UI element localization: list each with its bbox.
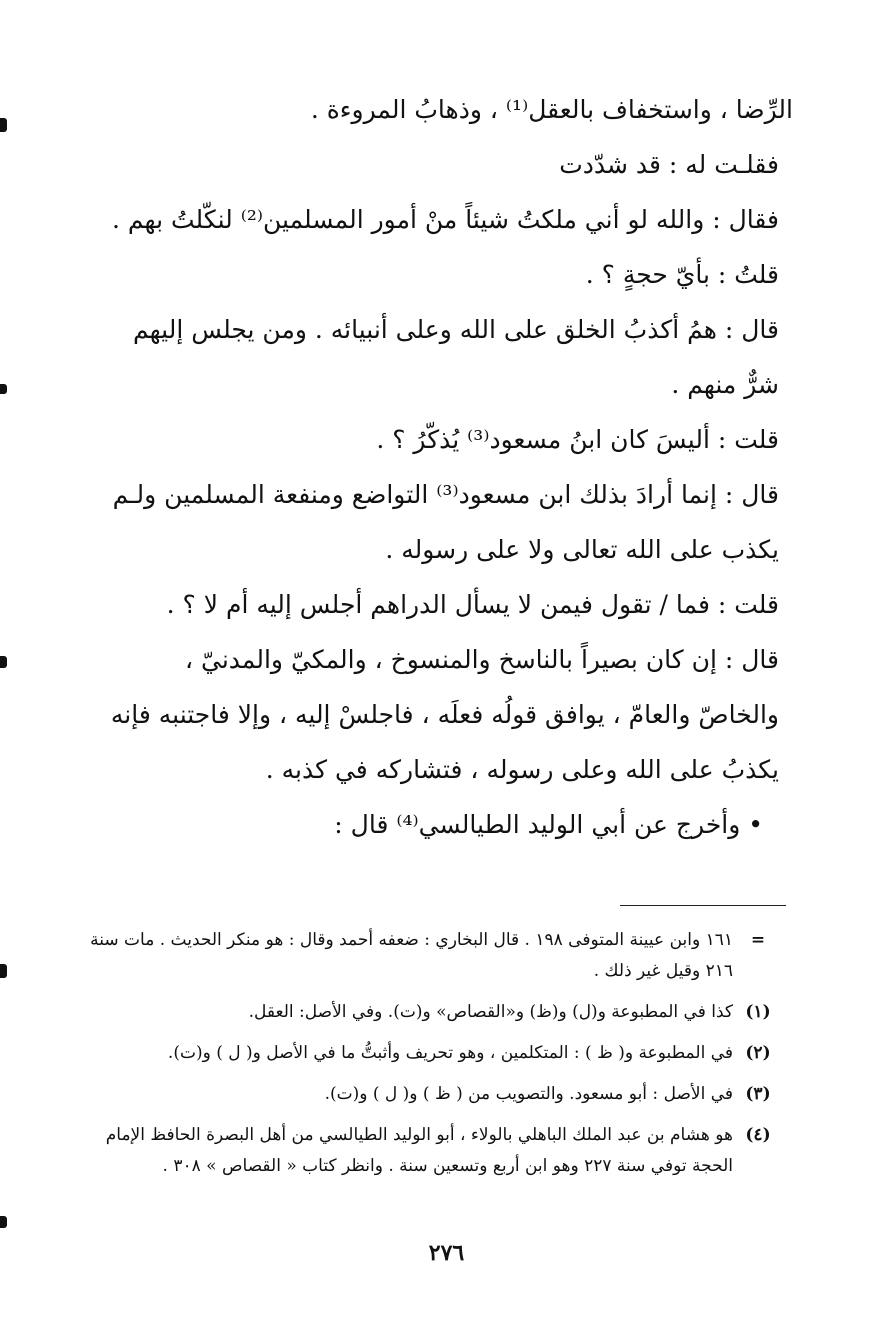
footnote <box>70 1120 783 1182</box>
scan-edge-mark <box>0 964 7 978</box>
footnote-number: (٢) <box>745 1043 771 1063</box>
footnote <box>70 1079 783 1110</box>
footnote <box>70 997 783 1028</box>
paragraph: قلتُ : بأيّ حجةٍ ؟ . <box>585 260 779 289</box>
paragraph: قال : إن كان بصيراً بالناسخ والمنسوخ ، والمكيّ والمدنيّ ، والخاصّ والعامّ ، يوافق قولُه فعلَه ، فاجلسْ إليه ، وإلا فاجتنبه فإنه يكذبُ على الله وعلى رسوله ، فتشاركه في كذبه . <box>110 645 779 784</box>
scan-edge-mark <box>0 118 7 132</box>
paragraph: قال : همُ أكذبُ الخلق على الله وعلى أنبيائه . ومن يجلس إليهم شرٌّ منهم . <box>133 315 779 399</box>
footnote-text: كذا في المطبوعة و(ل) و(ظ) و«القصاص» و(ت). وفي الأصل: العقل. <box>248 1002 733 1022</box>
paragraph: قلت : أليسَ كان ابنُ مسعود⁽³⁾ يُذكّرُ ؟ . <box>376 425 779 454</box>
footnote-text: في الأصل : أبو مسعود. والتصويب من ( ظ ) و( ل ) و(ت). <box>324 1084 733 1104</box>
footnote-number: (٤) <box>745 1125 771 1145</box>
footnote-number: = <box>750 930 766 950</box>
page-number: ٢٧٦ <box>428 1240 465 1266</box>
scan-edge-mark <box>0 656 7 668</box>
footnote-text: ١٦١ وابن عيينة المتوفى ١٩٨ . قال البخاري : ضعفه أحمد وقال : هو منكر الحديث . مات سنة ٢١٦ وقيل غير ذلك . <box>90 930 733 981</box>
paragraph: فقلـت له : قد شدّدت <box>559 150 779 179</box>
footnote-divider <box>620 905 786 906</box>
paragraph: الرِّضا ، واستخفاف بالعقل⁽¹⁾ ، وذهابُ المروءة . <box>310 95 793 124</box>
footnotes <box>70 925 783 1192</box>
scan-edge-mark <box>0 1216 7 1228</box>
footnote-number: (٣) <box>745 1084 771 1104</box>
paragraph: قال : إنما أرادَ بذلك ابن مسعود⁽³⁾ التواضع ومنفعة المسلمين ولـم يكذب على الله تعالى ولا على رسوله . <box>112 480 779 564</box>
footnote <box>70 925 783 987</box>
paragraph: قلت : فما / تقول فيمن لا يسأل الدراهم أجلس إليه أم لا ؟ . <box>166 590 779 619</box>
paragraph: فقال : والله لو أني ملكتُ شيئاً منْ أمور المسلمين⁽²⁾ لنكّلتُ بهم . <box>112 205 779 234</box>
footnote-text: هو هشام بن عبد الملك الباهلي بالولاء ، أبو الوليد الطيالسي من أهل البصرة الحافظ الإمام الحجة توفي سنة ٢٢٧ وهو ابن أربع وتسعين سنة . وانظر كتاب « القصاص » ٣٠٨ . <box>105 1125 733 1176</box>
main-text <box>100 82 793 852</box>
paragraph: • وأخرج عن أبي الوليد الطيالسي⁽⁴⁾ قال : <box>334 810 763 839</box>
footnote <box>70 1038 783 1069</box>
footnote-text: في المطبوعة و( ظ ) : المتكلمين ، وهو تحريف وأثبتُّ ما في الأصل و( ل ) و(ت). <box>167 1043 733 1063</box>
scan-edge-mark <box>0 384 7 394</box>
footnote-number: (١) <box>745 1002 771 1022</box>
